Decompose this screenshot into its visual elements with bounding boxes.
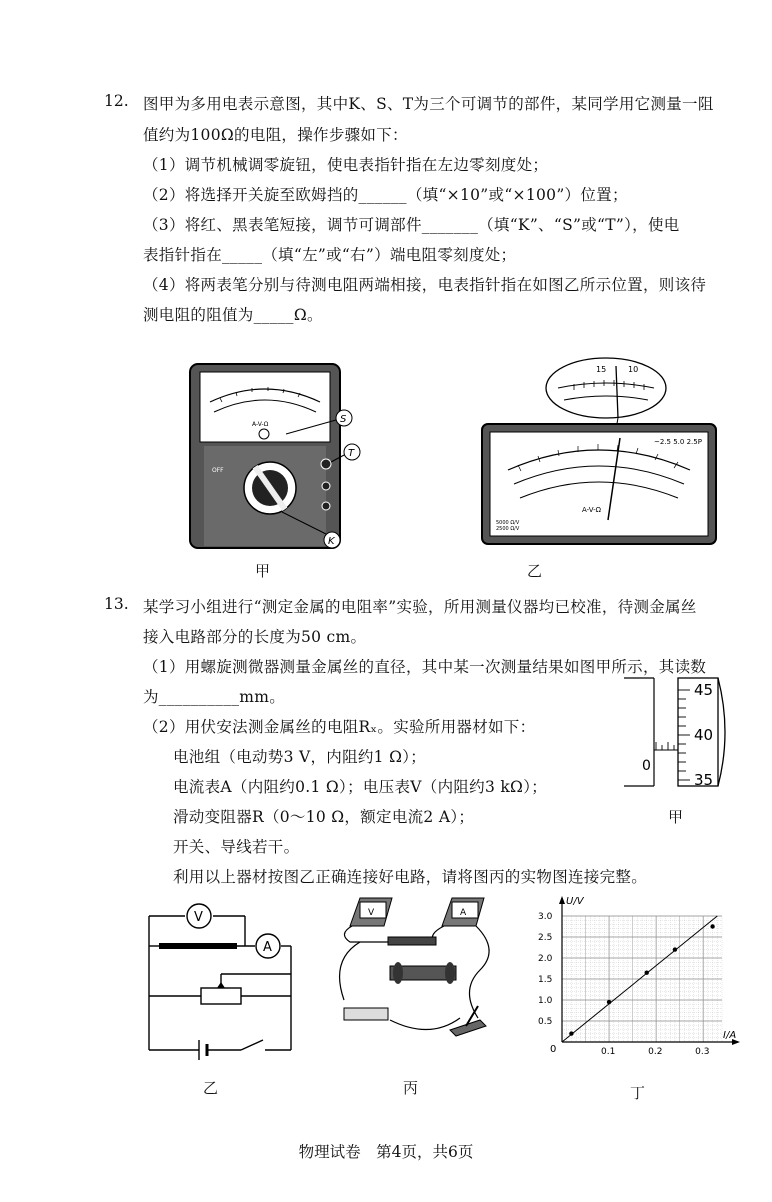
q13-line-10: 利用以上器材按图乙正确连接好电路，请将图丙的实物图连接完整。 — [173, 868, 648, 886]
x-tick-label: 0.3 — [695, 1047, 710, 1057]
data-point — [607, 1000, 611, 1004]
y-tick-label: 3.0 — [538, 912, 553, 922]
meter-spec-1: 5000 Ω/V — [496, 520, 520, 526]
micrometer-figure — [620, 668, 740, 792]
q12-line-6: 表指针指在_____（填“左”或“右”）端电阻零刻度处； — [143, 246, 517, 264]
q13-line-3: （1）用螺旋测微器测量金属丝的直径，其中某一次测量结果如图甲所示，其读数 — [143, 658, 707, 676]
q13-line-4: 为__________mm。 — [143, 688, 286, 706]
q13-line-6: 电池组（电动势3 V，内阻约1 Ω）； — [173, 748, 427, 766]
question-13-number: 13. — [104, 595, 129, 613]
off-label: OFF — [212, 467, 224, 474]
y-tick-label: 1.0 — [538, 996, 553, 1006]
q12-line-3: （1）调节机械调零旋钮，使电表指针指在左边零刻度处； — [143, 156, 549, 174]
graph-y-label: U/V — [566, 896, 584, 907]
real-voltmeter-label: V — [368, 908, 375, 918]
question-12-number: 12. — [104, 92, 129, 110]
page-footer: 物理试卷 第4页，共6页 — [298, 1143, 474, 1161]
real-ammeter-label: A — [460, 908, 467, 918]
multimeter-scale-label: A-V-Ω — [252, 421, 269, 428]
ui-graph — [530, 890, 745, 1070]
meter-scale-label: A-V-Ω — [582, 506, 602, 514]
y-tick-label: 2.0 — [538, 954, 553, 964]
label-t: T — [348, 448, 355, 459]
q13-line-9: 开关、导线若干。 — [173, 838, 300, 856]
q12-line-2: 值约为100Ω的电阻，操作步骤如下： — [143, 126, 408, 144]
q12-line-1: 图甲为多用电表示意图，其中K、S、T为三个可调节的部件，某同学用它测量一阻 — [143, 95, 714, 113]
meter-spec-2: 2500 Ω/V — [496, 526, 520, 532]
fig-yi-caption: 乙 — [527, 562, 543, 580]
label-k: K — [328, 536, 335, 547]
real-circuit-caption: 丙 — [403, 1079, 419, 1097]
q12-line-4: （2）将选择开关旋至欧姆挡的______（填“×10”或“×100”）位置； — [143, 186, 628, 204]
q13-line-5: （2）用伏安法测金属丝的电阻Rₓ。实验所用器材如下： — [143, 718, 536, 736]
circuit-voltmeter-label: V — [194, 910, 203, 925]
meter-face-figure — [478, 352, 720, 548]
graph-origin-label: 0 — [550, 1044, 557, 1055]
q13-line-2: 接入电路部分的长度为50 cm。 — [143, 628, 367, 646]
graph-x-label: I/A — [723, 1030, 737, 1041]
q13-line-8: 滑动变阻器R（0～10 Ω，额定电流2 A）； — [173, 808, 475, 826]
x-tick-label: 0.1 — [601, 1047, 616, 1057]
y-tick-label: 2.5 — [538, 933, 553, 943]
circuit-caption: 乙 — [203, 1079, 219, 1097]
label-s: S — [340, 414, 347, 425]
micrometer-tick-40: 40 — [694, 726, 714, 744]
q12-line-7: （4）将两表笔分别与待测电阻两端相接，电表指针指在如图乙所示位置，则该待 — [143, 276, 707, 294]
micrometer-tick-45: 45 — [694, 681, 714, 699]
circuit-figure — [145, 900, 300, 1060]
real-circuit-figure — [330, 890, 515, 1050]
q12-line-8: 测电阻的阻值为_____Ω。 — [143, 306, 323, 324]
zoom-tick-15: 15 — [596, 365, 607, 374]
x-tick-label: 0.2 — [648, 1047, 663, 1057]
y-tick-label: 0.5 — [538, 1017, 553, 1027]
graph-caption: 丁 — [630, 1084, 646, 1102]
q12-line-5: （3）将红、黑表笔短接，调节可调部件_______（填“K”、“S”或“T”），使电 — [143, 216, 680, 234]
data-point — [673, 947, 677, 951]
data-point — [569, 1031, 573, 1035]
meter-corner-label: ~2.5 5.0 2.5P — [654, 438, 702, 446]
micrometer-caption: 甲 — [668, 808, 684, 826]
zoom-tick-10: 10 — [628, 365, 639, 374]
fig-jia-caption: 甲 — [255, 562, 271, 580]
data-point — [645, 971, 649, 975]
circuit-ammeter-label: A — [263, 940, 272, 955]
micrometer-tick-35: 35 — [694, 771, 714, 789]
q13-line-7: 电流表A（内阻约0.1 Ω）；电压表V（内阻约3 kΩ）； — [173, 778, 548, 796]
data-point — [710, 924, 714, 928]
micrometer-zero: 0 — [642, 758, 651, 774]
q13-line-1: 某学习小组进行“测定金属的电阻率”实验，所用测量仪器均已校准，待测金属丝 — [143, 598, 697, 616]
multimeter-figure — [186, 362, 361, 552]
y-tick-label: 1.5 — [538, 975, 553, 985]
